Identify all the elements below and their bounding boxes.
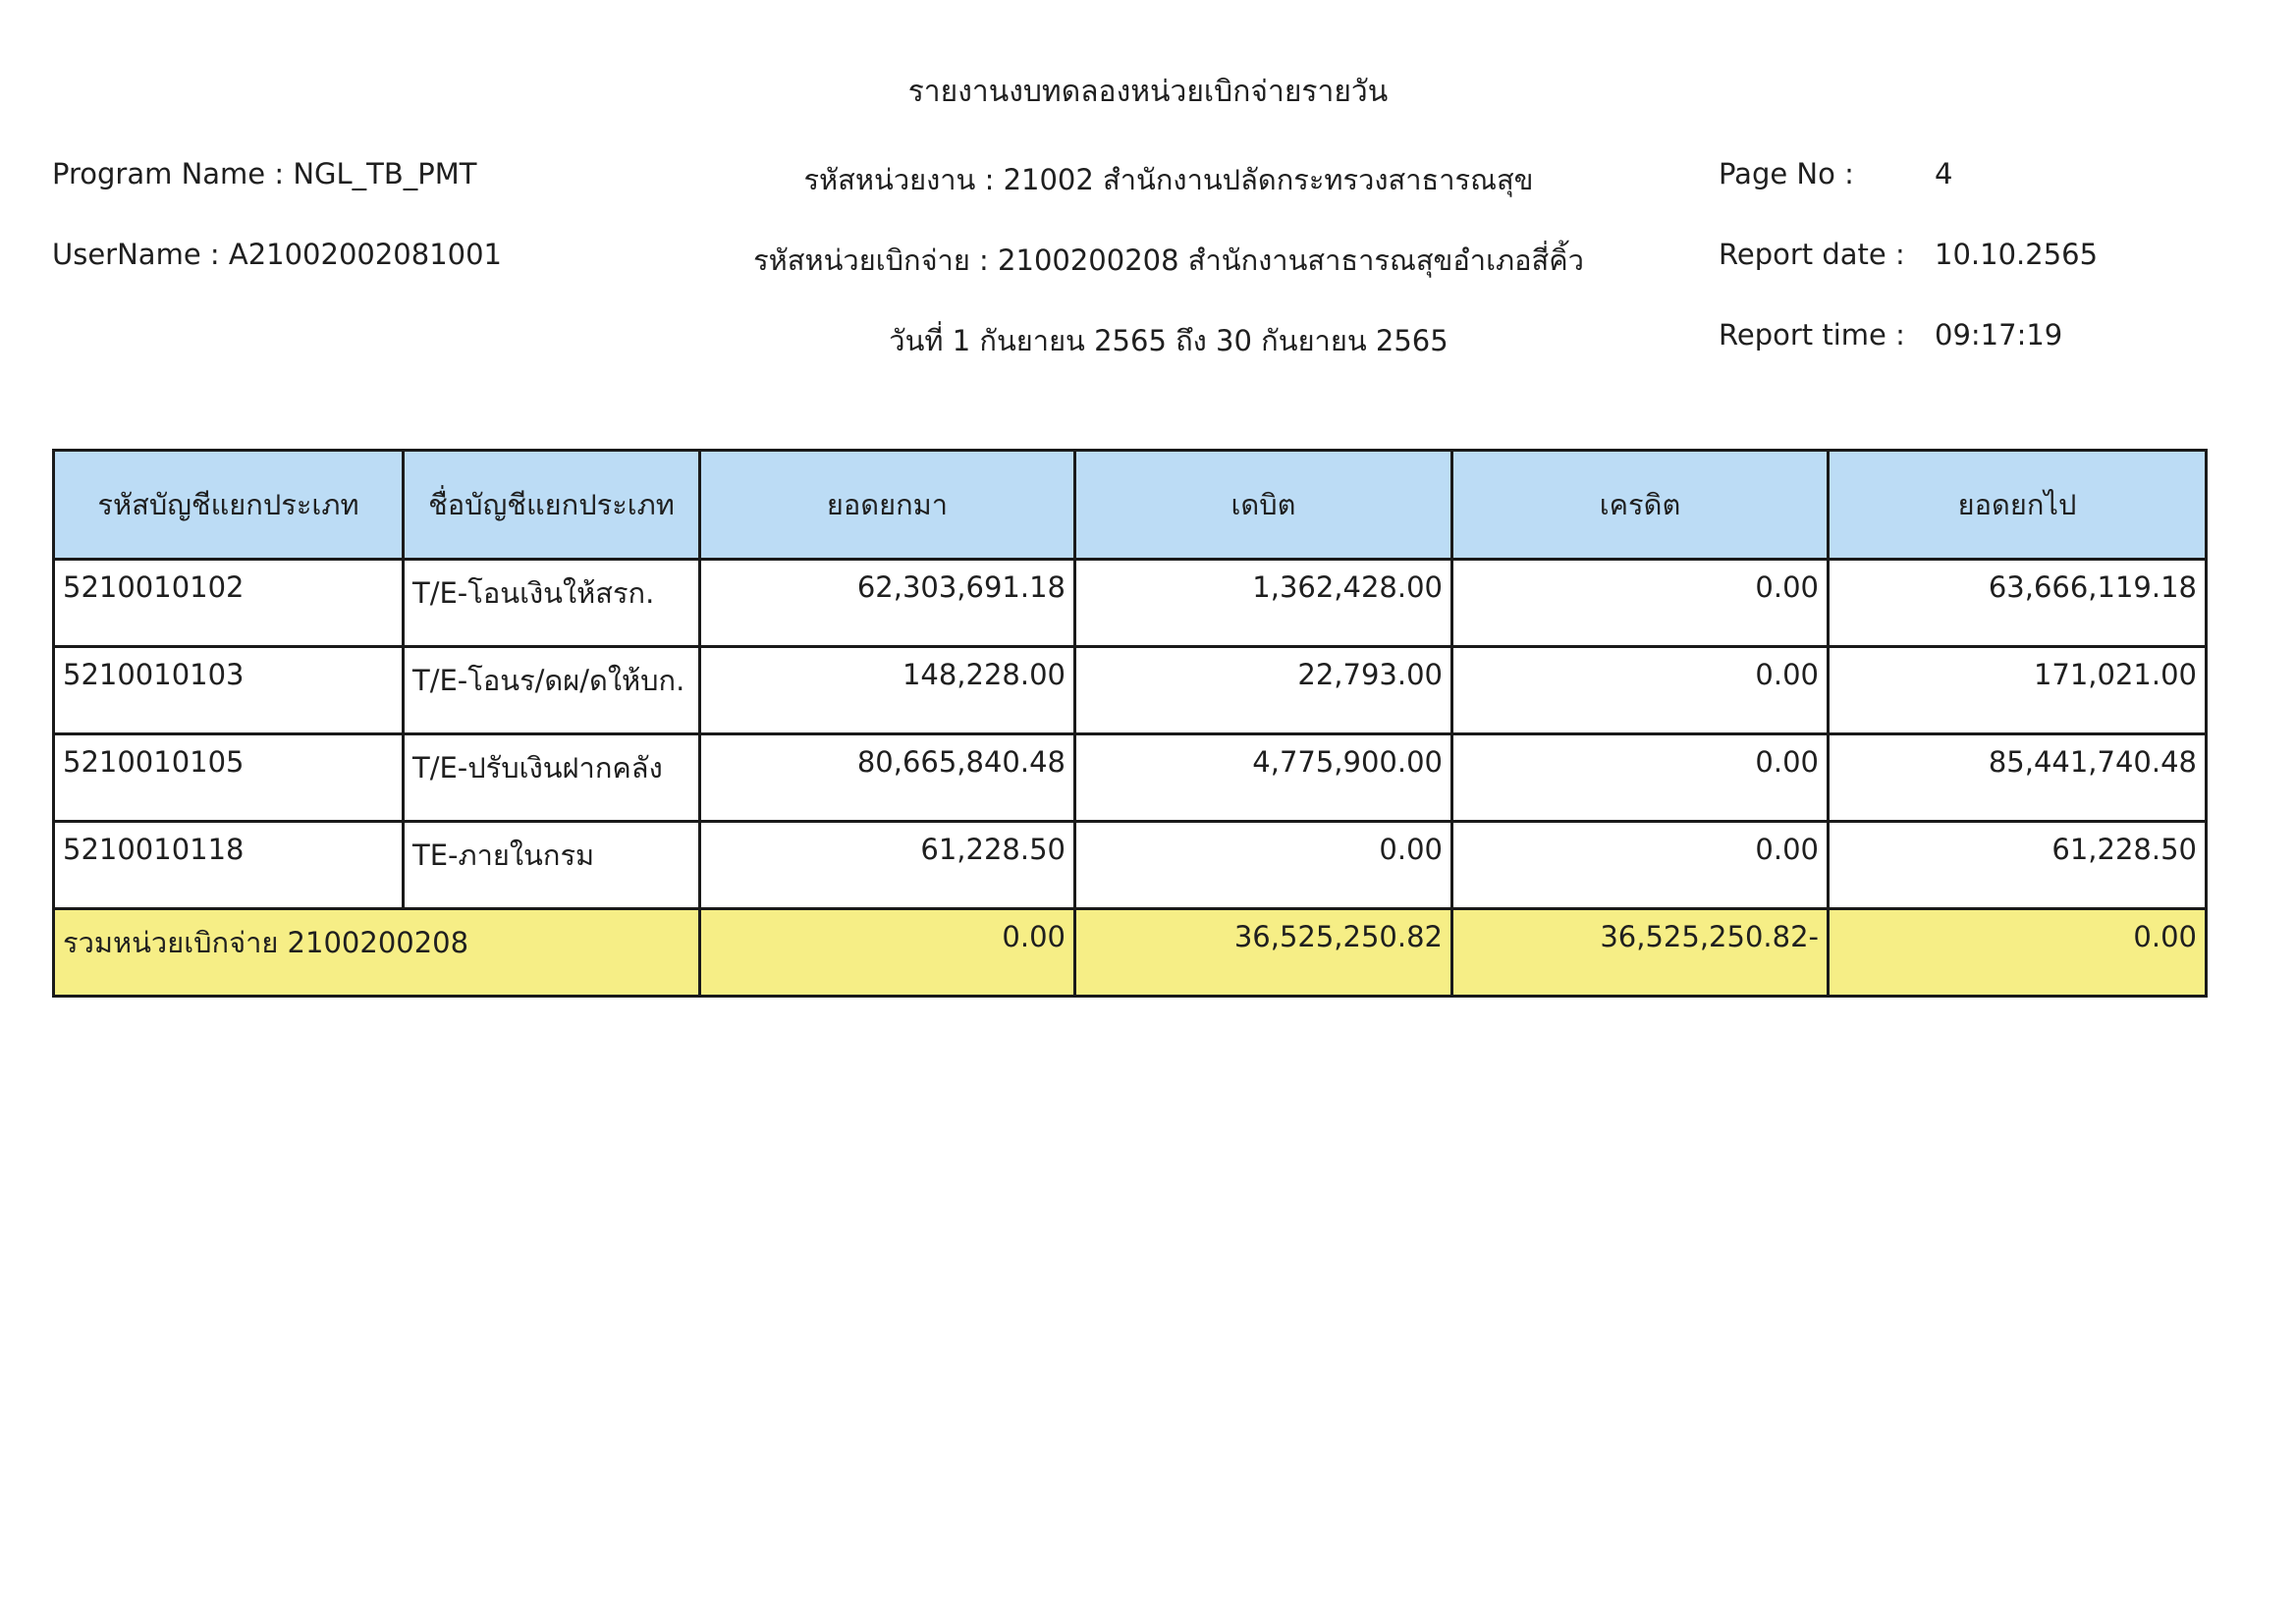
page-no-label: Page No : xyxy=(1719,157,1854,190)
agency-line: รหัสหน่วยงาน : 21002 สำนักงานปลัดกระทรวงสาธารณสุข xyxy=(803,163,1534,196)
table-header-row xyxy=(54,451,2207,560)
account-code: 5210010118 xyxy=(54,822,404,909)
total-credit: 36,525,250.82- xyxy=(1452,909,1829,997)
closing-balance: 63,666,119.18 xyxy=(1829,560,2207,647)
total-closing-balance: 0.00 xyxy=(1829,909,2207,997)
opening-balance: 61,228.50 xyxy=(700,822,1075,909)
header-closing-balance: ยอดยกไป xyxy=(1829,451,2207,560)
report-time-label: Report time : xyxy=(1719,318,1905,352)
debit: 4,775,900.00 xyxy=(1075,734,1452,822)
total-label: รวมหน่วยเบิกจ่าย 2100200208 xyxy=(54,909,700,997)
account-name: T/E-ปรับเงินฝากคลัง xyxy=(404,734,700,822)
program-name: Program Name : NGL_TB_PMT xyxy=(52,157,477,190)
disbursing-unit-line: รหัสหน่วยเบิกจ่าย : 2100200208 สำนักงานสาธารณสุขอำเภอสี่คิ้ว xyxy=(753,244,1584,277)
credit: 0.00 xyxy=(1452,734,1829,822)
total-row xyxy=(54,909,2207,997)
header-debit: เดบิต xyxy=(1075,451,1452,560)
credit: 0.00 xyxy=(1452,647,1829,734)
closing-balance: 61,228.50 xyxy=(1829,822,2207,909)
account-code: 5210010102 xyxy=(54,560,404,647)
table-row xyxy=(54,560,2207,647)
header-opening-balance: ยอดยกมา xyxy=(700,451,1075,560)
opening-balance: 80,665,840.48 xyxy=(700,734,1075,822)
report-date-value: 10.10.2565 xyxy=(1935,238,2099,271)
table-row xyxy=(54,647,2207,734)
user-name: UserName : A21002002081001 xyxy=(52,238,503,271)
closing-balance: 85,441,740.48 xyxy=(1829,734,2207,822)
account-name: TE-ภายในกรม xyxy=(404,822,700,909)
total-debit: 36,525,250.82 xyxy=(1075,909,1452,997)
debit: 0.00 xyxy=(1075,822,1452,909)
credit: 0.00 xyxy=(1452,822,1829,909)
account-code: 5210010103 xyxy=(54,647,404,734)
trial-balance-table xyxy=(52,449,2208,998)
table-row xyxy=(54,734,2207,822)
header-credit: เครดิต xyxy=(1452,451,1829,560)
header-account-code: รหัสบัญชีแยกประเภท xyxy=(54,451,404,560)
opening-balance: 62,303,691.18 xyxy=(700,560,1075,647)
period-line: วันที่ 1 กันยายน 2565 ถึง 30 กันยายน 2565 xyxy=(889,324,1449,357)
report-time-value: 09:17:19 xyxy=(1935,318,2063,352)
page-no-value: 4 xyxy=(1935,157,1953,190)
debit: 1,362,428.00 xyxy=(1075,560,1452,647)
account-name: T/E-โอนเงินให้สรก. xyxy=(404,560,700,647)
header-account-name: ชื่อบัญชีแยกประเภท xyxy=(404,451,700,560)
account-code: 5210010105 xyxy=(54,734,404,822)
total-opening-balance: 0.00 xyxy=(700,909,1075,997)
report-date-label: Report date : xyxy=(1719,238,1905,271)
opening-balance: 148,228.00 xyxy=(700,647,1075,734)
account-name: T/E-โอนร/ดผ/ดให้บก. xyxy=(404,647,700,734)
report-title: รายงานงบทดลองหน่วยเบิกจ่ายรายวัน xyxy=(907,75,1389,109)
credit: 0.00 xyxy=(1452,560,1829,647)
debit: 22,793.00 xyxy=(1075,647,1452,734)
table-row xyxy=(54,822,2207,909)
closing-balance: 171,021.00 xyxy=(1829,647,2207,734)
